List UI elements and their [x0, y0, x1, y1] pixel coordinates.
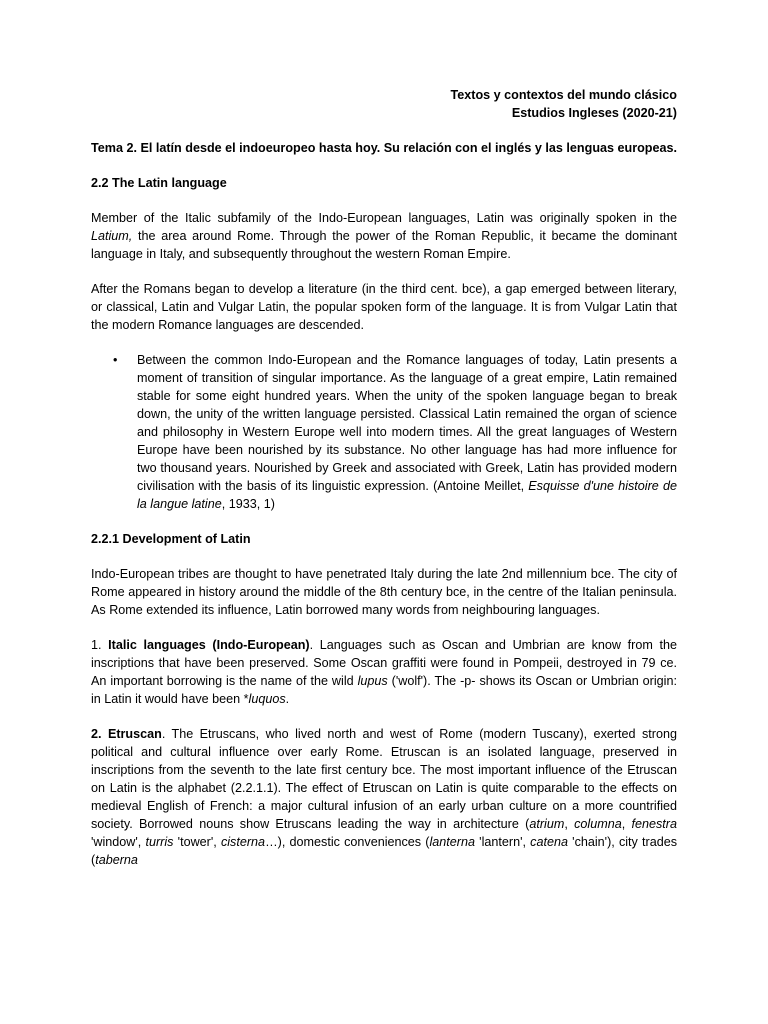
program-title: Estudios Ingleses (2020-21): [511, 106, 677, 120]
document-header: [91, 86, 677, 122]
section-heading-2-2: 2.2 The Latin language: [91, 176, 227, 190]
paragraph-etruscan: 2. Etruscan. The Etruscans, who lived north and west of Rome (modern Tuscany), exerted strong political and cultural influence over early Rome. Etruscan is an isolated language, preserved in inscriptions from the seventh to the late first century bce. The most important influence of the Etruscan on Latin is the alphabet (2.2.1.1). The effect of Etruscan on Latin is quite comparable to the effects on medieval English of French: a major cultural infusion of an early urban culture on a more countrified society. Borrowed nouns show Etruscans leading the way in architecture (atrium, columna, fenestra 'window', turris 'tower', cisterna…), domestic conveniences (lanterna 'lantern', catena 'chain'), city trades (taberna: [91, 727, 678, 867]
paragraph-indo-european-tribes: Indo-European tribes are thought to have penetrated Italy during the late 2nd millennium bce. The city of Rome appeared in history around the middle of the 8th century bce, in the centre of the Italian peninsula. As Rome extended its influence, Latin borrowed many words from neighbouring languages.: [91, 567, 677, 617]
paragraph-vulgar-latin: After the Romans began to develop a literature (in the third cent. bce), a gap emerged between literary, or classical, Latin and Vulgar Latin, the popular spoken form of the language. It is from Vulgar Latin that the modern Romance languages are descended.: [91, 282, 677, 332]
course-title: Textos y contextos del mundo clásico: [450, 88, 677, 102]
paragraph-latin-origin: Member of the Italic subfamily of the Indo-European languages, Latin was originally spoken in the Latium, the area around Rome. Through the power of the Roman Republic, it became the dominant language in Italy, and subsequently throughout the western Roman Empire.: [91, 211, 677, 261]
bullet-icon: •: [113, 353, 118, 367]
section-heading-2-2-1: 2.2.1 Development of Latin: [91, 532, 251, 546]
paragraph-italic-languages: 1. Italic languages (Indo-European). Languages such as Oscan and Umbrian are know from the inscriptions that have been preserved. Some Oscan graffiti were found in Pompeii, destroyed in 79 ce. An important borrowing is the name of the wild lupus ('wolf'). The -p- shows its Oscan or Umbrian origin: in Latin it would have been *luquos.: [91, 638, 677, 706]
list-item: • Between the common Indo-European and the Romance languages of today, Latin presents a moment of transition of singular importance. As the language of a great empire, Latin remained stable for some eight hundred years. When the unity of the spoken language began to break down, the unity of the written language persisted. Classical Latin remained the organ of science and philosophy in Western Europe well into modern times. All the great languages of Western Europe have been nourished by its substance. No other language has had more influence for two thousand years. Nourished by Greek and associated with Greek, Latin has provided modern civilisation with the basis of its linguistic expression. (Antoine Meillet, Esquisse d'une histoire de la langue latine, 1933, 1): [113, 353, 678, 511]
meillet-quote-list: [91, 351, 677, 513]
topic-title: Tema 2. El latín desde el indoeuropeo hasta hoy. Su relación con el inglés y las lenguas europeas.: [91, 141, 678, 155]
